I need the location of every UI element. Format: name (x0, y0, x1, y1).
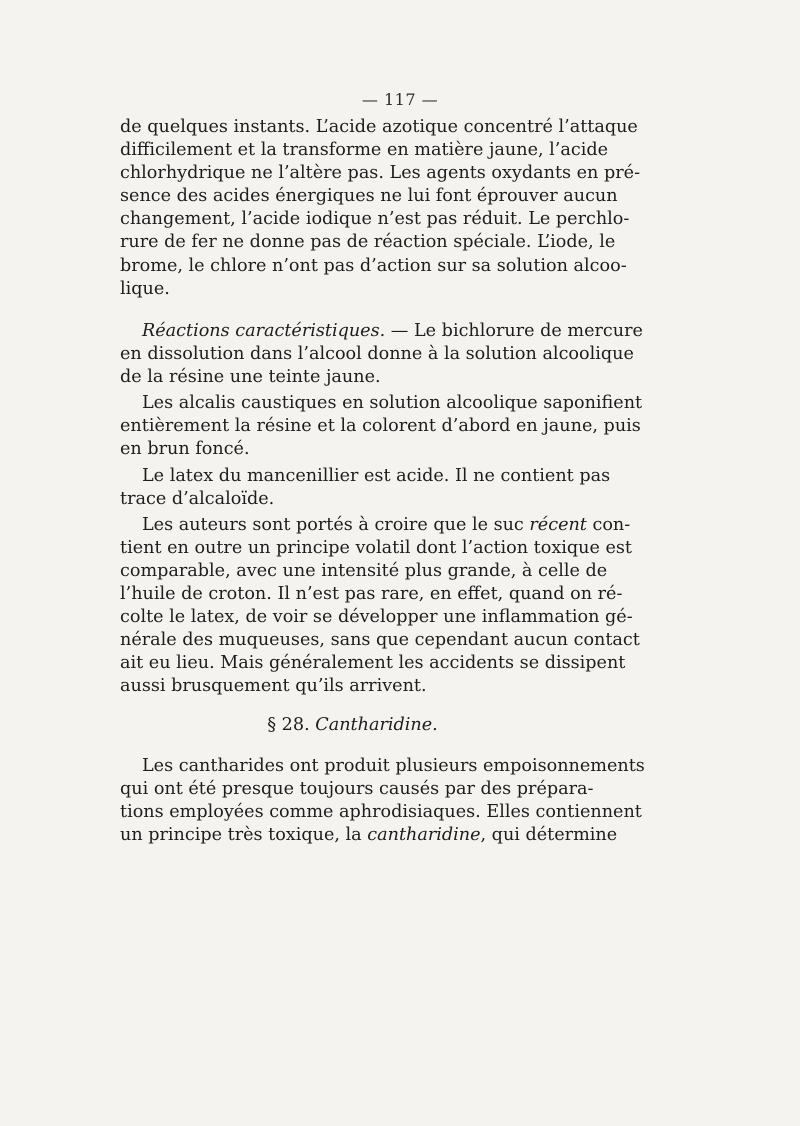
paragraph-alkalis (120, 392, 643, 461)
text-emphasis: cantharidine (367, 825, 481, 846)
text-line: de la résine une teinte jaune. (120, 367, 381, 388)
text-line: l’huile de croton. Il n’est pas rare, en effet, quand on ré- (120, 584, 623, 605)
text-line: brome, le chlore n’ont pas d’action sur sa solution alcoo- (120, 255, 627, 276)
text-line: difficilement et la transforme en matière jaune, l’acide (120, 140, 609, 161)
text-fragment: , qui détermine (480, 825, 618, 846)
text-fragment: Les auteurs sont portés à croire que le suc (142, 514, 530, 535)
paragraph-authors (120, 514, 640, 699)
text-line: colte le latex, de voir se développer une inflammation gé- (120, 607, 633, 628)
text-line: tions employées comme aphrodisiaques. Elles contiennent (120, 802, 642, 823)
text-line: de quelques instants. L’acide azotique concentré l’attaque (120, 117, 638, 137)
section-heading (120, 713, 585, 737)
text-line: tient en outre un principe volatil dont l’action toxique est (120, 537, 632, 558)
paragraph-cantharides (120, 755, 645, 847)
text-block-top (120, 116, 641, 301)
text-line: en brun foncé. (120, 439, 250, 460)
text-line: lique. (120, 278, 170, 299)
text-line: chlorhydrique ne l’altère pas. Les agents oxydants en pré- (120, 163, 641, 184)
text-line: changement, l’acide iodique n’est pas réduit. Le perchlo- (120, 209, 630, 230)
section-number: § 28. (267, 715, 310, 735)
text-line: comparable, avec une intensité plus grande, à celle de (120, 560, 608, 581)
text-line: en dissolution dans l’alcool donne à la solution alcoolique (120, 344, 634, 365)
text-line: nérale des muqueuses, sans que cependant aucun contact (120, 630, 640, 651)
text-line: ait eu lieu. Mais généralement les accidents se dissipent (120, 653, 626, 674)
reactions-heading: Réactions caractéristiques. (142, 321, 386, 341)
paragraph-reactions (120, 320, 643, 389)
text-block-cantharidine (120, 755, 645, 847)
paragraph-continuation (120, 116, 641, 301)
text-emphasis: récent (529, 514, 587, 535)
text-fragment: con- (586, 514, 631, 535)
text-line: rure de fer ne donne pas de réaction spéciale. L’iode, le (120, 232, 616, 253)
text-line: entièrement la résine et la colorent d’abord en jaune, puis (120, 416, 641, 437)
text-block-reactions (120, 320, 643, 699)
text-line (120, 824, 618, 847)
text-line: Le latex du mancenillier est acide. Il ne contient pas (142, 465, 611, 486)
section-title: Cantharidine. (315, 715, 438, 735)
text-line: Les alcalis caustiques en solution alcoolique saponifient (142, 393, 643, 414)
text-line (120, 514, 631, 537)
text-line (120, 320, 643, 343)
text-line: sence des acides énergiques ne lui font éprouver aucun (120, 186, 618, 207)
page-number: — 117 — (361, 90, 439, 109)
text-line: aussi brusquement qu’ils arrivent. (120, 676, 427, 697)
paragraph-latex (120, 465, 611, 511)
text-line: trace d’alcaloïde. (120, 488, 275, 509)
text-line: Les cantharides ont produit plusieurs empoisonnements (142, 756, 645, 776)
text-fragment: un principe très toxique, la (120, 825, 368, 846)
text-line: qui ont été presque toujours causés par des prépara- (120, 779, 594, 800)
text-fragment: — Le bichlorure de mercure (385, 321, 643, 341)
